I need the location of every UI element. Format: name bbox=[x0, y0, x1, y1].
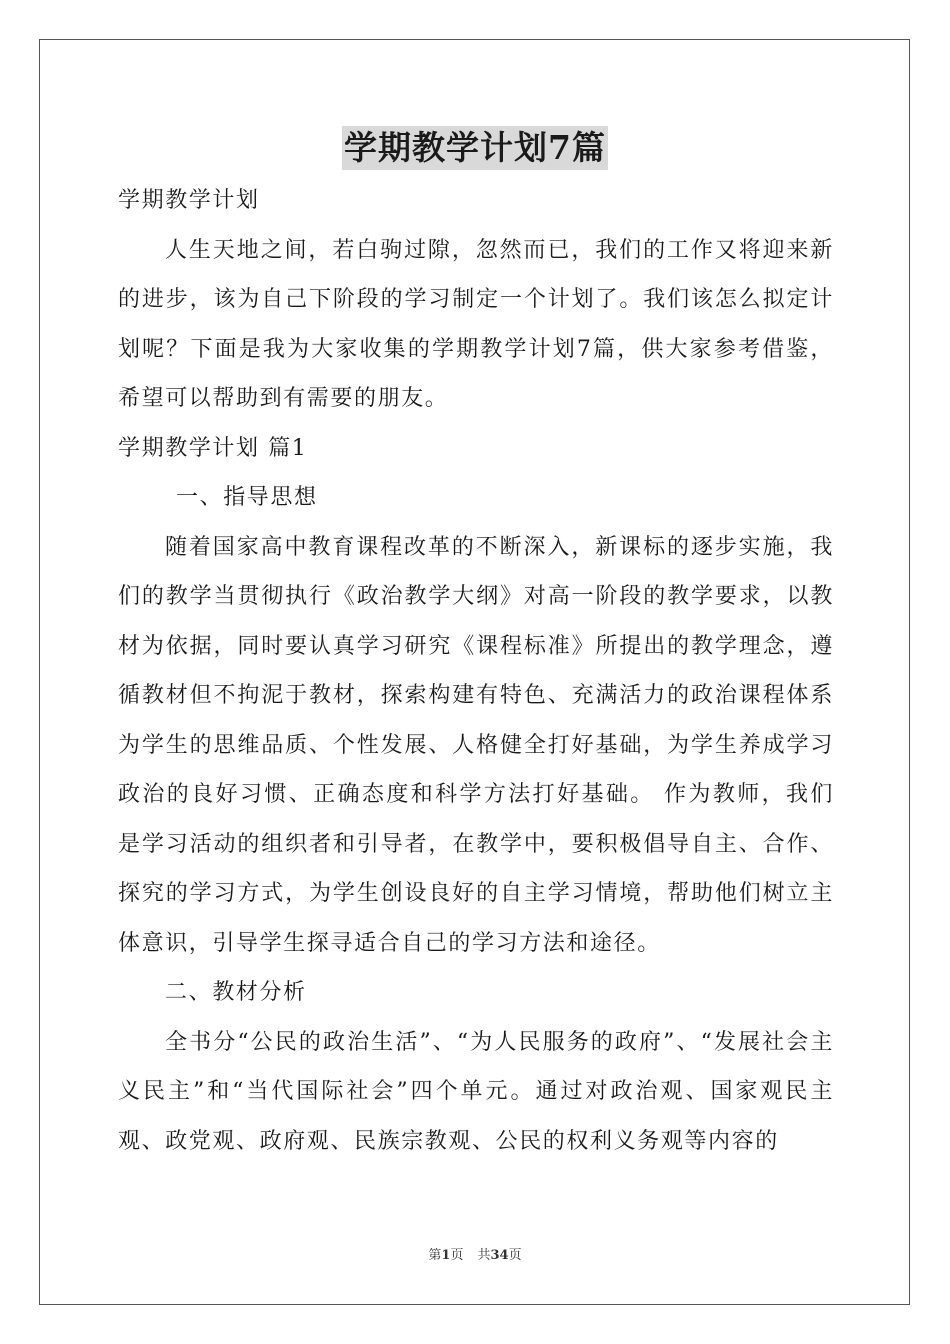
heading-textbook-analysis: 二、教材分析 bbox=[165, 980, 307, 1005]
title-container bbox=[0, 126, 950, 170]
subtitle: 学期教学计划 bbox=[118, 188, 260, 213]
page-footer bbox=[0, 1244, 950, 1263]
document-title: 学期教学计划7篇 bbox=[342, 126, 608, 170]
body-paragraph-1: 随着国家高中教育课程改革的不断深入，新课标的逐步实施，我们的教学当贯彻执行《政治教学大纲》对高一阶段的教学要求，以教材为依据，同时要认真学习研究《课程标准》所提出的教学理念，遵循教材但不拘泥于教材，探索构建有特色、充满活力的政治课程体系为学生的思维品质、个性发展、人格健全打好基础，为学生养成学习政治的良好习惯、正确态度和科学方法打好基础。 作为教师，我们是学习活动的组织者和引导者，在教学中，要积极倡导自主、合作、探究的学习方式，为学生创设良好的自主学习情境，帮助他们树立主体意识，引导学生探寻适合自己的学习方法和途径。 bbox=[118, 534, 834, 956]
heading-guiding-ideology: 一、指导思想 bbox=[176, 485, 318, 510]
total-prefix: 共 bbox=[477, 1248, 491, 1263]
document-body bbox=[118, 176, 834, 1166]
page-number: 1 bbox=[441, 1248, 451, 1263]
page-suffix: 页 bbox=[450, 1248, 464, 1263]
total-pages: 34 bbox=[490, 1248, 509, 1263]
body-paragraph-2: 全书分“公民的政治生活”、“为人民服务的政府”、“发展社会主义民主”和“当代国际社会”四个单元。通过对政治观、国家观民主观、政党观、政府观、民族宗教观、公民的权利义务观等内容的 bbox=[118, 1029, 834, 1154]
intro-paragraph: 人生天地之间，若白驹过隙，忽然而已，我们的工作又将迎来新的进步，该为自己下阶段的学习制定一个计划了。我们该怎么拟定计划呢？下面是我为大家收集的学期教学计划7篇，供大家参考借鉴，希望可以帮助到有需要的朋友。 bbox=[118, 237, 834, 411]
section-title: 学期教学计划 篇1 bbox=[118, 435, 308, 461]
page-prefix: 第 bbox=[428, 1248, 442, 1263]
total-suffix: 页 bbox=[508, 1248, 522, 1263]
